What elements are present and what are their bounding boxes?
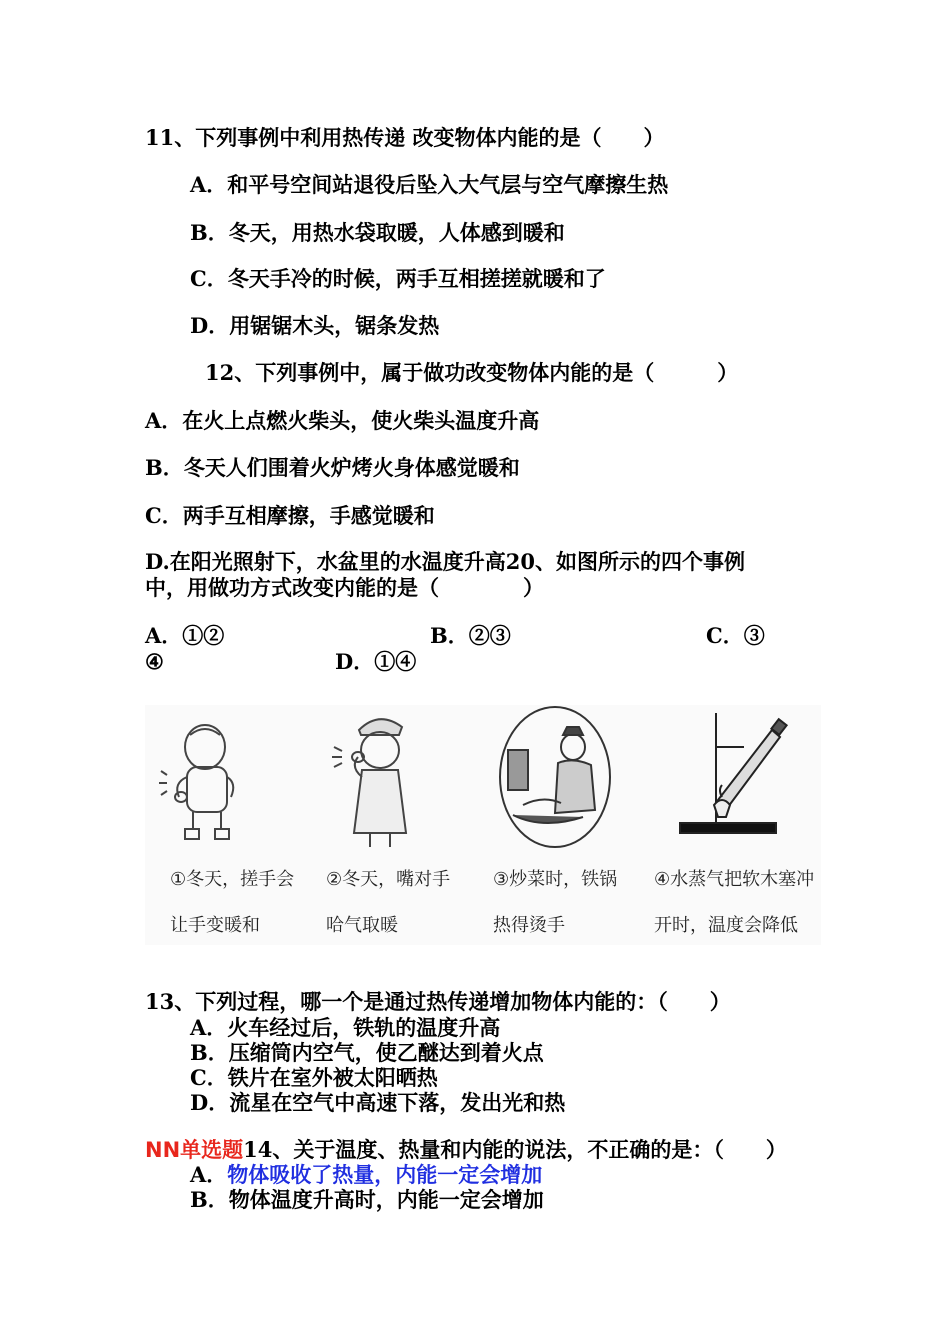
q11-option-d: D．用锯锯木头，锯条发热: [190, 313, 440, 338]
q11-stem: 11、下列事例中利用热传递 改变物体内能的是（ ）: [145, 125, 665, 150]
caption-1-line-1: ①冬天，搓手会: [170, 869, 295, 890]
girl-breathing-on-hands-illustration: [314, 705, 483, 855]
q13-option-b: B．压缩筒内空气，使乙醚达到着火点: [190, 1040, 544, 1065]
q20-option-b: B．②③: [430, 623, 511, 648]
q14-option-a: A．物体吸收了热量，内能一定会增加: [190, 1162, 543, 1187]
q12-option-d: D.在阳光照射下，水盆里的水温度升高20、如图所示的四个事例: [145, 549, 745, 574]
q14-option-a-line: [190, 1162, 542, 1188]
q13-stem: 13、下列过程，哪一个是通过热传递增加物体内能的：（ ）: [145, 989, 731, 1014]
boy-rubbing-hands-illustration: [145, 705, 314, 855]
panel-cooking-wok: [483, 705, 652, 945]
q12-stem: 12、下列事例中，属于做功改变物体内能的是（ ）: [205, 360, 739, 385]
caption-1-line-2: 让手变暖和: [170, 915, 260, 936]
caption-3-line-1: ③炒菜时，铁锅: [493, 869, 618, 890]
q13-option-c: C．铁片在室外被太阳晒热: [190, 1065, 438, 1090]
caption-4-line-1: ④水蒸气把软木塞冲: [654, 869, 815, 890]
q20-option-d: D．①④: [335, 649, 417, 674]
q20-option-a: A．①②: [145, 623, 225, 648]
caption-4-line-2: 开时，温度会降低: [654, 915, 798, 936]
q12-option-a: A．在火上点燃火柴头，使火柴头温度升高: [145, 408, 540, 433]
q14-stem-line: [145, 1137, 787, 1163]
caption-3-line-2: 热得烫手: [493, 915, 565, 936]
caption-2-line-2: 哈气取暖: [326, 915, 398, 936]
caption-2-line-1: ②冬天，嘴对手: [326, 869, 451, 890]
q11-option-b: B．冬天，用热水袋取暖，人体感到暖和: [190, 220, 565, 245]
q12-option-c: C．两手互相摩擦，手感觉暖和: [145, 503, 435, 528]
q14-option-b: B．物体温度升高时，内能一定会增加: [190, 1187, 544, 1212]
q11-option-a: A．和平号空间站退役后坠入大气层与空气摩擦生热: [190, 172, 669, 197]
q13-option-a: A．火车经过后，铁轨的温度升高: [190, 1015, 501, 1040]
panel-rubbing-hands: [145, 705, 314, 945]
test-tube-apparatus-illustration: [652, 705, 821, 855]
question-type-tag: NN单选题: [145, 1138, 244, 1162]
panel-steam-cork: [652, 705, 821, 945]
q20-illustration-figure: [145, 705, 821, 945]
q13-option-d: D．流星在空气中高速下落，发出光和热: [190, 1090, 566, 1115]
q14-stem: 14、关于温度、热量和内能的说法，不正确的是：（ ）: [243, 1137, 787, 1162]
q20-option-c: C．③: [706, 623, 765, 648]
panel-breathing-on-hands: [314, 705, 483, 945]
q11-option-c: C．冬天手冷的时候，两手互相搓搓就暖和了: [190, 266, 606, 291]
woman-cooking-illustration: [483, 705, 652, 855]
q20-stem-continuation: 中，用做功方式改变内能的是（ ）: [145, 575, 544, 600]
q12-option-b: B．冬天人们围着火炉烤火身体感觉暖和: [145, 455, 520, 480]
q20-option-c-continued: ④: [145, 649, 164, 674]
